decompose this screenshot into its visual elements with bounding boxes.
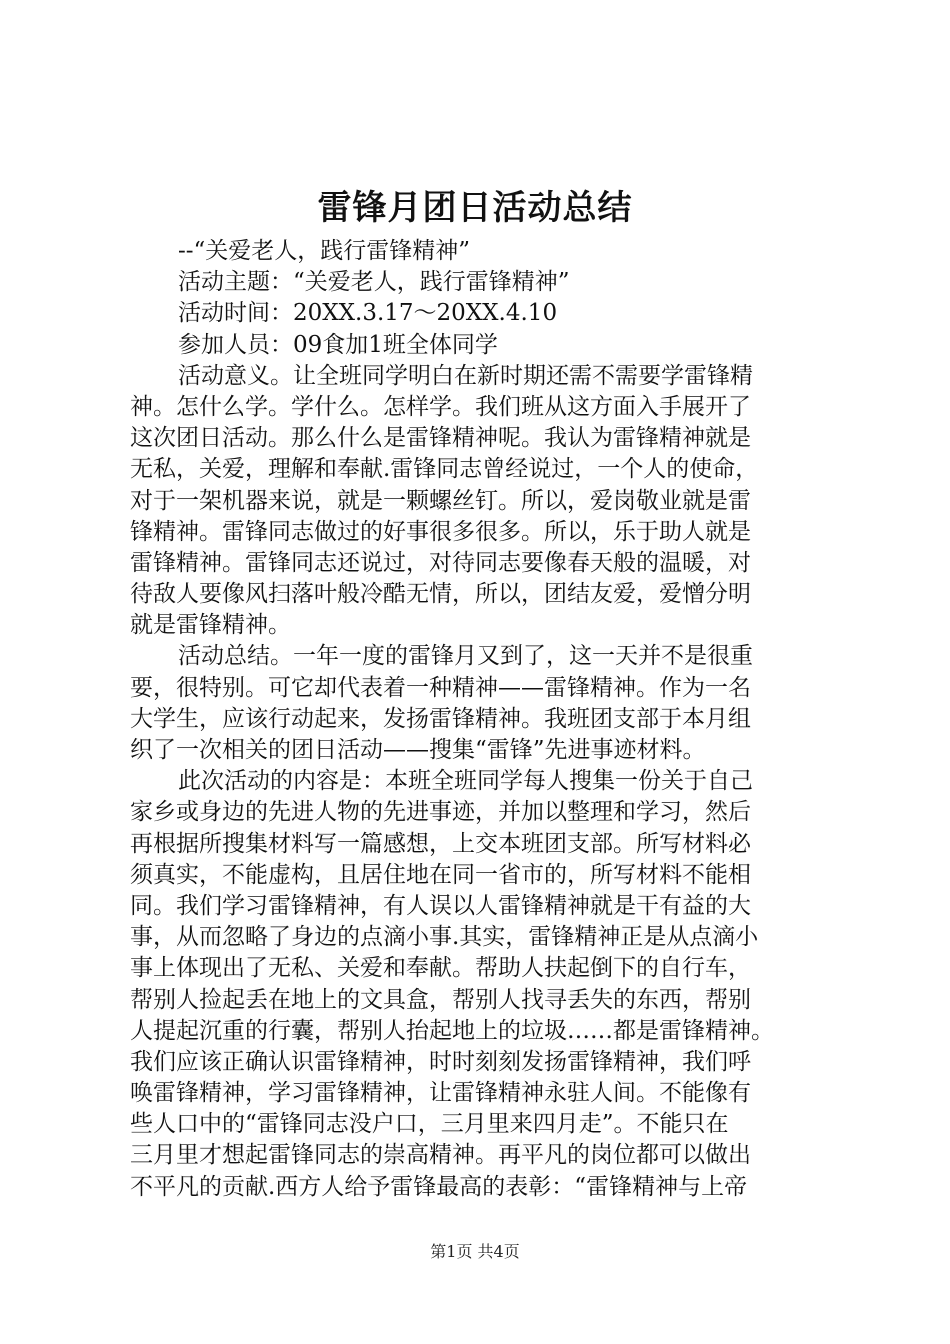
paragraph-line: 活动总结。一年一度的雷锋月又到了，这一天并不是很重 <box>178 643 753 670</box>
subtitle-line: --“关爱老人，践行雷锋精神” <box>178 238 471 264</box>
theme-line: 活动主题：“关爱老人，践行雷锋精神” <box>178 269 570 296</box>
paragraph-line: 就是雷锋精神。 <box>130 612 291 639</box>
paragraph-line: 三月里才想起雷锋同志的崇高精神。再平凡的岗位都可以做出 <box>130 1142 751 1169</box>
paragraph-line: 锋精神。雷锋同志做过的好事很多很多。所以，乐于助人就是 <box>130 518 751 545</box>
paragraph-line: 再根据所搜集材料写一篇感想，上交本班团支部。所写材料必 <box>130 830 751 857</box>
paragraph-line: 家乡或身边的先进人物的先进事迹，并加以整理和学习，然后 <box>130 799 751 826</box>
paragraph-line: 事上体现出了无私、关爱和奉献。帮助人扶起倒下的自行车， <box>130 955 751 982</box>
paragraph-line: 大学生，应该行动起来，发扬雷锋精神。我班团支部于本月组 <box>130 705 751 732</box>
paragraph-line: 人提起沉重的行囊，帮别人抬起地上的垃圾……都是雷锋精神。 <box>130 1017 774 1044</box>
document-title: 雷锋月团日活动总结 <box>317 188 633 228</box>
paragraph-line: 须真实，不能虚构，且居住地在同一省市的，所写材料不能相 <box>130 861 751 888</box>
paragraph-line: 不平凡的贡献.西方人给予雷锋最高的表彰：“雷锋精神与上帝 <box>130 1173 748 1200</box>
document-body <box>130 236 830 1203</box>
paragraph-line: 些人口中的“雷锋同志没户口，三月里来四月走”。不能只在 <box>130 1111 729 1138</box>
paragraph-line: 这次团日活动。那么什么是雷锋精神呢。我认为雷锋精神就是 <box>130 425 751 452</box>
paragraph-line: 神。怎什么学。学什么。怎样学。我们班从这方面入手展开了 <box>130 393 751 420</box>
time-line: 活动时间：20XX.3.17～20XX.4.10 <box>178 300 558 327</box>
paragraph-line: 事，从而忽略了身边的点滴小事.其实，雷锋精神正是从点滴小 <box>130 924 759 951</box>
paragraph-line: 无私，关爱，理解和奉献.雷锋同志曾经说过，一个人的使命， <box>130 456 759 483</box>
paragraph-line: 雷锋精神。雷锋同志还说过，对待同志要像春天般的温暖，对 <box>130 549 751 576</box>
paragraph-line: 同。我们学习雷锋精神，有人误以人雷锋精神就是干有益的大 <box>130 892 751 919</box>
paragraph-line: 活动意义。让全班同学明白在新时期还需不需要学雷锋精 <box>178 362 753 389</box>
paragraph-line: 要，很特别。可它却代表着一种精神——雷锋精神。作为一名 <box>130 674 751 701</box>
paragraph-line: 帮别人捡起丢在地上的文具盒，帮别人找寻丢失的东西，帮别 <box>130 986 751 1013</box>
paragraph-line: 此次活动的内容是：本班全班同学每人搜集一份关于自己 <box>178 768 753 795</box>
paragraph-line: 对于一架机器来说，就是一颗螺丝钉。所以，爱岗敬业就是雷 <box>130 487 751 514</box>
page-number: 第1页 共4页 <box>430 1242 520 1261</box>
paragraph-line: 唤雷锋精神，学习雷锋精神，让雷锋精神永驻人间。不能像有 <box>130 1080 751 1107</box>
participants-line: 参加人员：09食加1班全体同学 <box>178 331 498 358</box>
paragraph-line: 织了一次相关的团日活动——搜集“雷锋”先进事迹材料。 <box>130 737 706 763</box>
paragraph-line: 待敌人要像风扫落叶般冷酷无情，所以，团结友爱，爱憎分明 <box>130 581 751 608</box>
paragraph-line: 我们应该正确认识雷锋精神，时时刻刻发扬雷锋精神，我们呼 <box>130 1048 751 1075</box>
